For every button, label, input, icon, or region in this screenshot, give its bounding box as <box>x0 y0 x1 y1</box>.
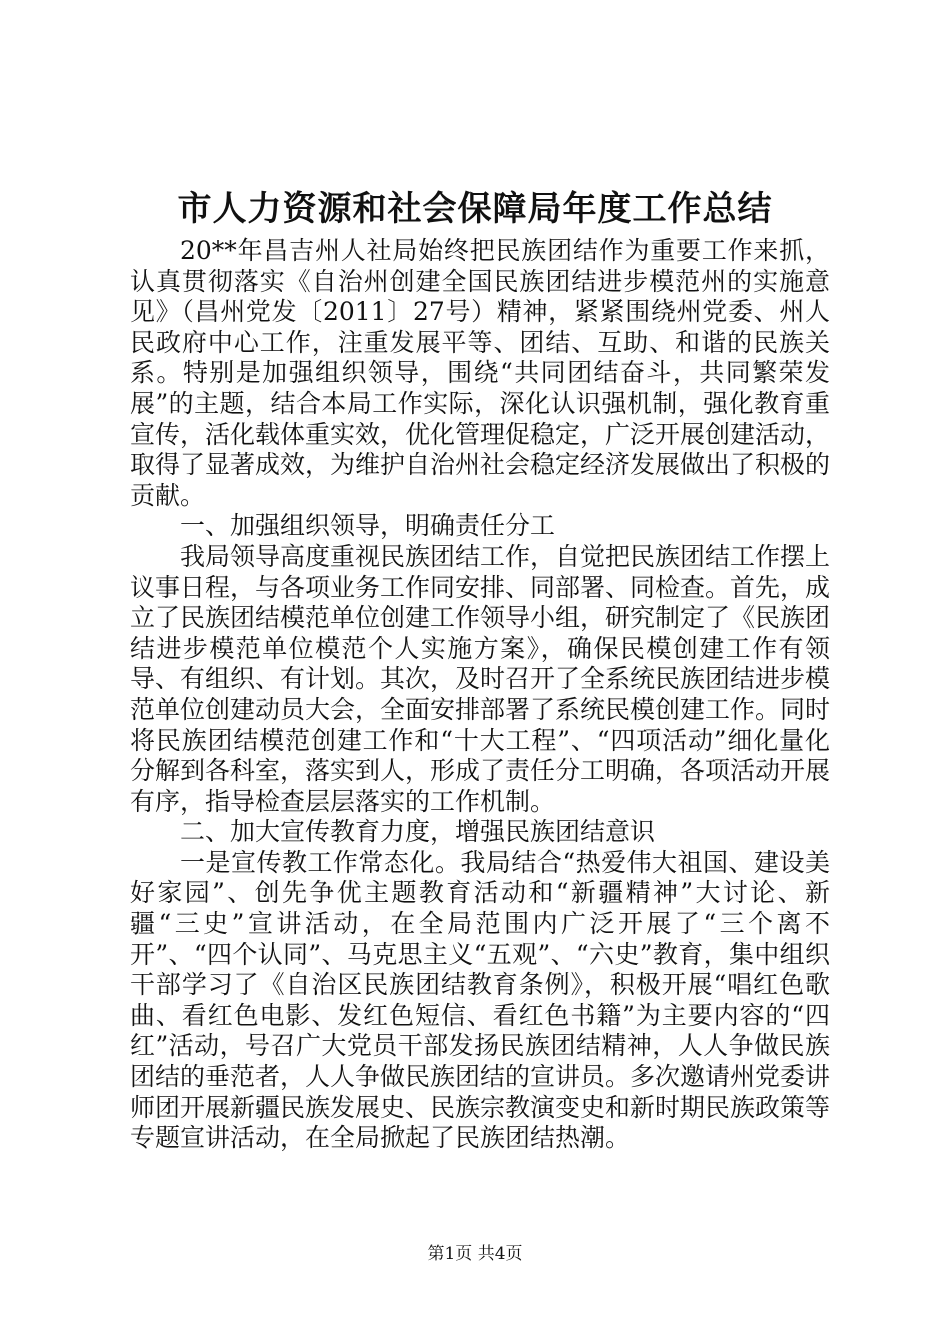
page-number-footer: 第1页 共4页 <box>427 1244 523 1264</box>
document-title: 市人力资源和社会保障局年度工作总结 <box>177 189 773 229</box>
section-heading-2: 二、加大宣传教育力度，增强民族团结意识 <box>180 817 656 847</box>
document-body <box>130 236 830 1154</box>
section-heading-1: 一、加强组织领导，明确责任分工 <box>180 511 556 541</box>
intro-paragraph: 20**年昌吉州人社局始终把民族团结作为重要工作来抓，认真贯彻落实《自治州创建全国民族团结进步模范州的实施意见》（昌州党发〔2011〕27号）精神，紧紧围绕州党委、州人民政府中心工作，注重发展平等、团结、互助、和谐的民族关系。特别是加强组织领导，围绕“共同团结奋斗，共同繁荣发展”的主题，结合本局工作实际，深化认识强机制，强化教育重宣传，活化载体重实效，优化管理促稳定，广泛开展创建活动，取得了显著成效，为维护自治州社会稳定经济发展做出了积极的贡献。 <box>130 236 831 510</box>
section-1-paragraph: 我局领导高度重视民族团结工作，自觉把民族团结工作摆上议事日程，与各项业务工作同安排、同部署、同检查。首先，成立了民族团结模范单位创建工作领导小组，研究制定了《民族团结进步模范单位模范个人实施方案》，确保民模创建工作有领导、有组织、有计划。其次，及时召开了全系统民族团结进步模范单位创建动员大会，全面安排部署了系统民模创建工作。同时将民族团结模范创建工作和“十大工程”、“四项活动”细化量化分解到各科室，落实到人，形成了责任分工明确，各项活动开展有序，指导检查层层落实的工作机制。 <box>130 541 831 816</box>
section-2-paragraph: 一是宣传教工作常态化。我局结合“热爱伟大祖国、建设美好家园”、创先争优主题教育活动和“新疆精神”大讨论、新疆“三史”宣讲活动，在全局范围内广泛开展了“三个离不开”、“四个认同”、马克思主义“五观”、“六史”教育，集中组织干部学习了《自治区民族团结教育条例》，积极开展“唱红色歌曲、看红色电影、发红色短信、看红色书籍”为主要内容的“四红”活动，号召广大党员干部发扬民族团结精神，人人争做民族团结的垂范者，人人争做民族团结的宣讲员。多次邀请州党委讲师团开展新疆民族发展史、民族宗教演变史和新时期民族政策等专题宣讲活动，在全局掀起了民族团结热潮。 <box>130 847 831 1153</box>
